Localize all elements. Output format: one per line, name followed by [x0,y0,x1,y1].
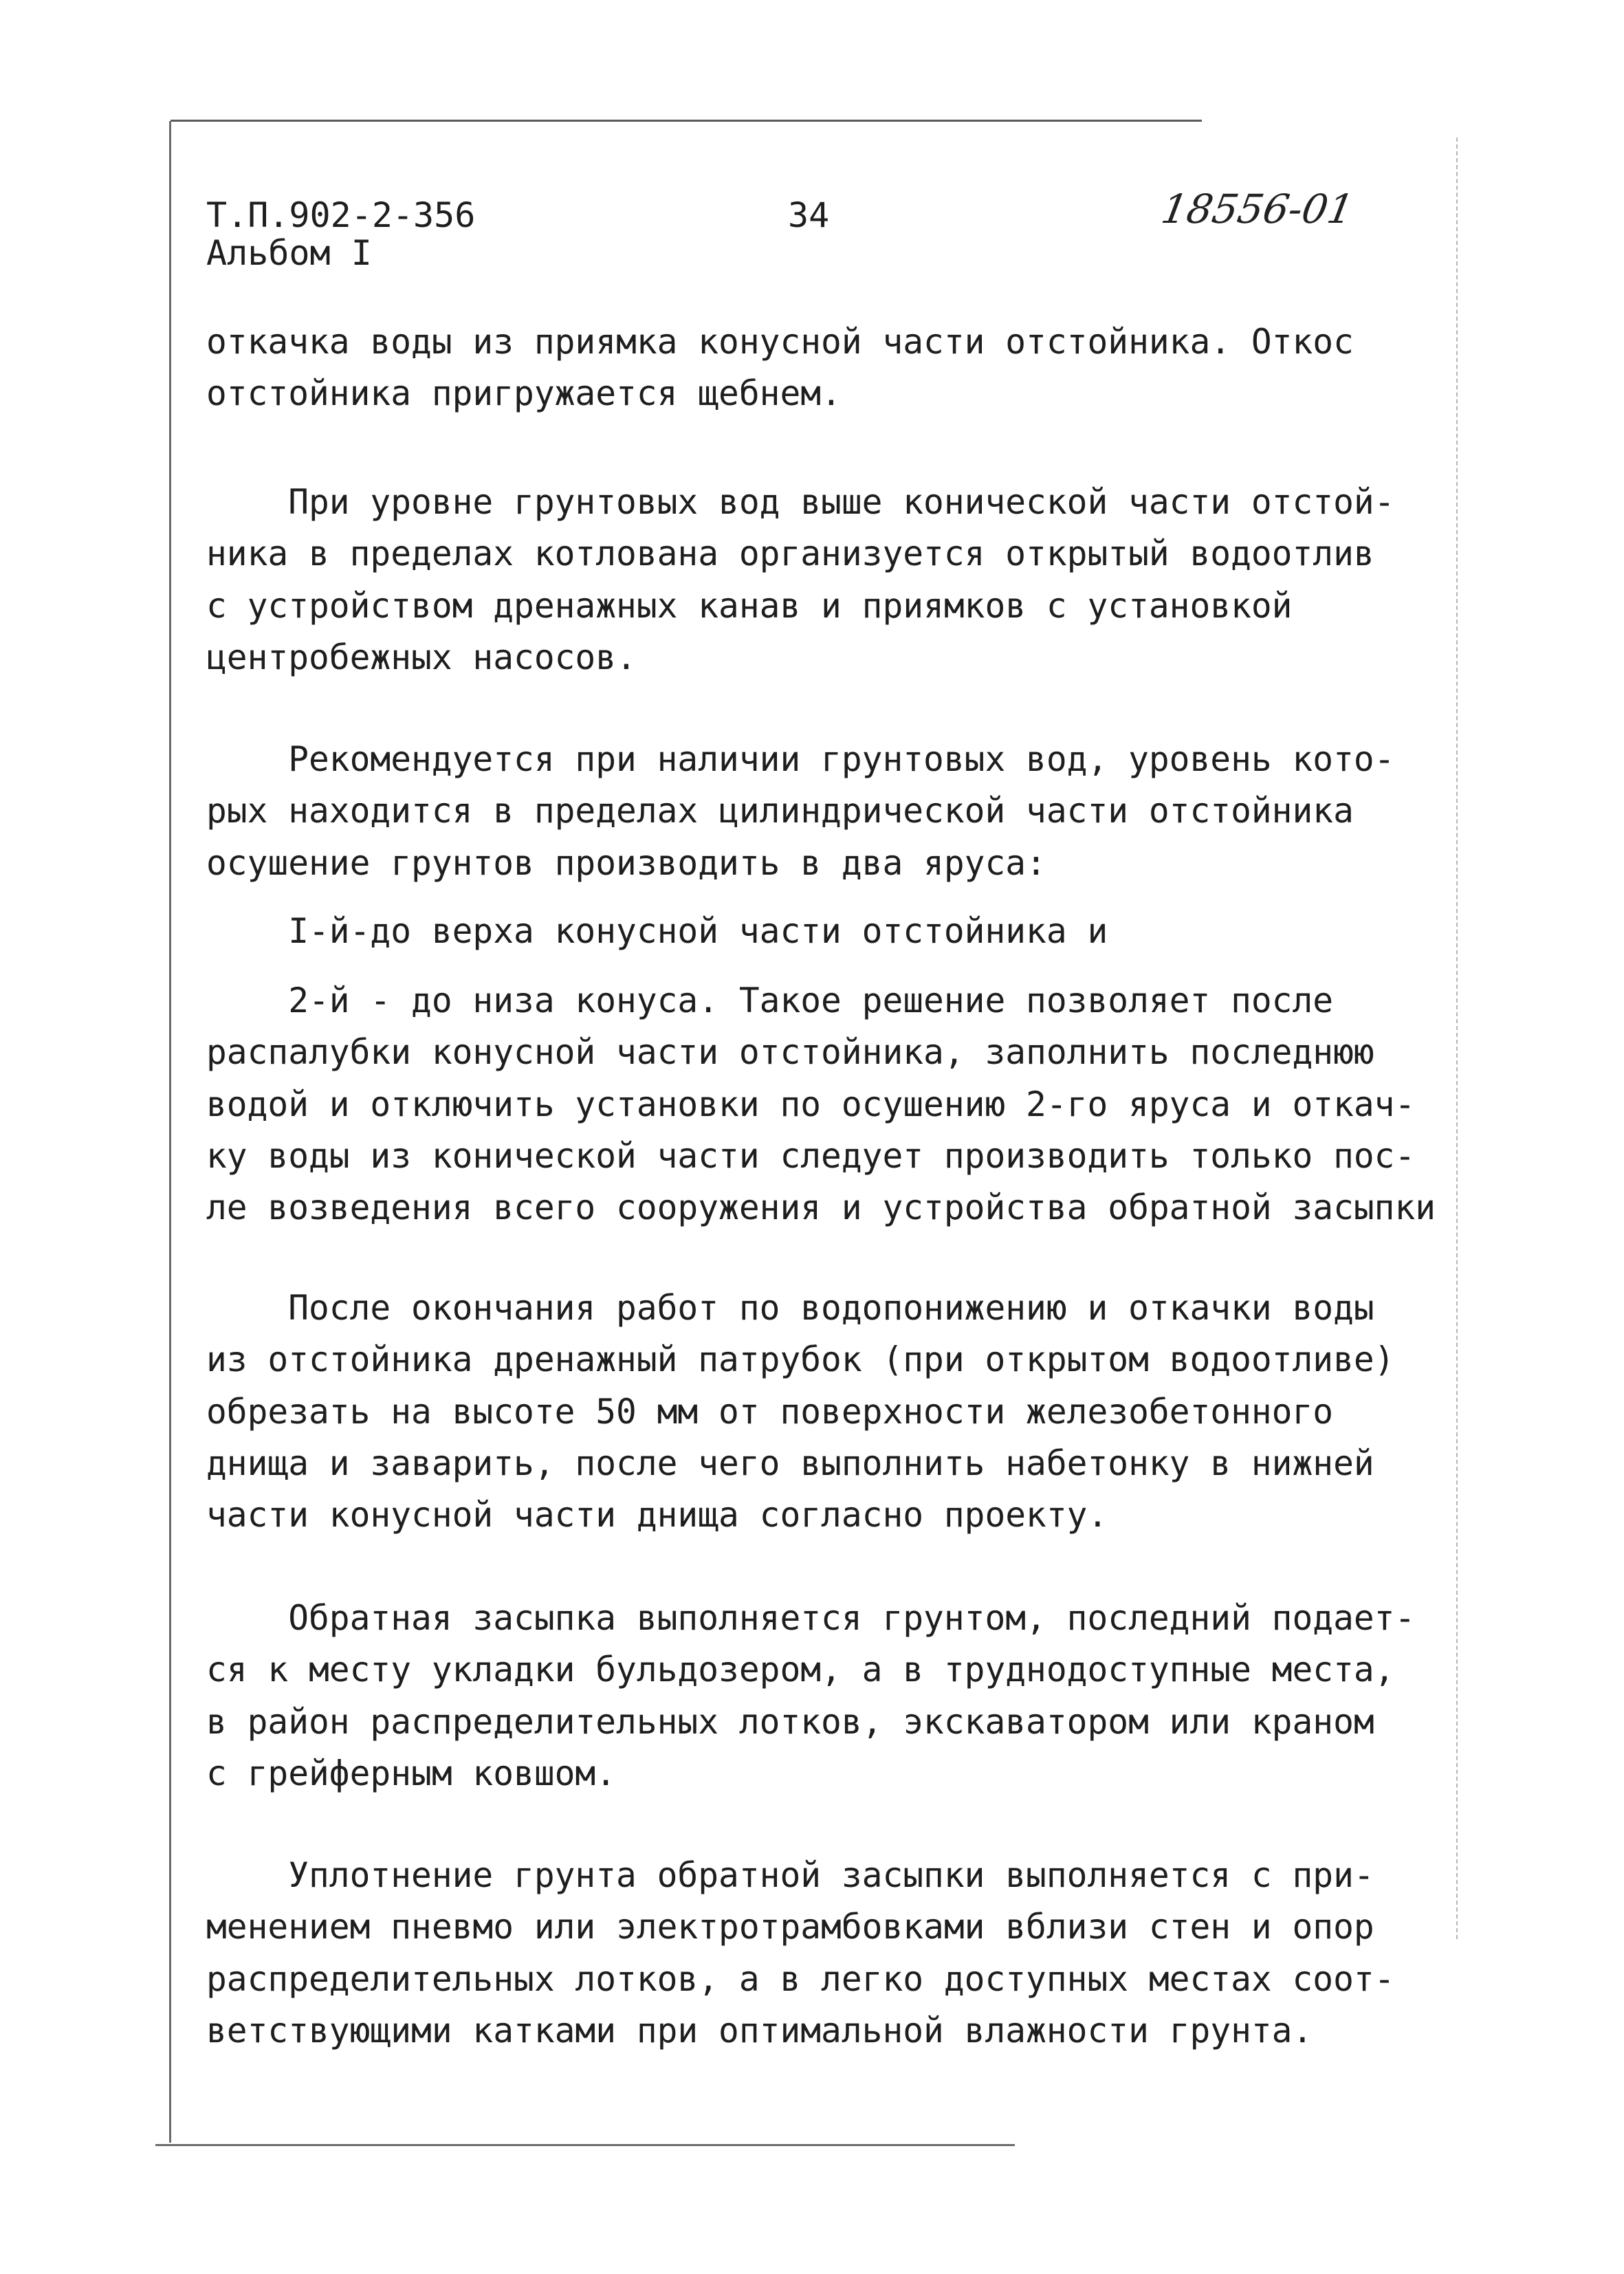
album-label: Альбом I [206,233,372,273]
document-designation: Т.П.902-2-356 [206,195,476,235]
text-line: с грейферным ковшом. [206,1753,617,1793]
text-line: днища и заварить, после чего выполнить набетонку в нижней [206,1443,1374,1483]
text-line: Уплотнение грунта обратной засыпки выполняется с при- [206,1855,1374,1895]
text-line: ветствующими катками при оптимальной влажности грунта. [206,2010,1313,2051]
text-line: из отстойника дренажный патрубок (при открытом водоотливе) [206,1340,1395,1380]
frame-bottom-border [155,2144,1015,2146]
paragraph-6 [206,1282,1499,1541]
text-line: ника в пределах котлована организуется открытый водоотлив [206,534,1374,574]
text-line: части конусной части днища согласно проекту. [206,1495,1108,1535]
text-line: центробежных насосов. [206,637,637,677]
text-line: в район распределительных лотков, экскаватором или краном [206,1701,1374,1742]
text-line: Рекомендуется при наличии грунтовых вод, уровень кото- [206,739,1395,779]
text-line: осушение грунтов производить в два яруса: [206,842,1046,883]
frame-top-border [171,120,1202,122]
text-line: распределительных лотков, а в легко доступных местах соот- [206,1958,1395,1999]
paragraph-2 [206,477,1499,684]
text-line: водой и отключить установки по осушению 2-го яруса и откач- [206,1084,1416,1124]
frame-left-border [169,121,171,2143]
text-line: ле возведения всего сооружения и устройства обратной засыпки [206,1188,1436,1228]
paragraph-3 [206,734,1499,889]
text-line: ся к месту укладки бульдозером, а в труднодоступные места, [206,1650,1395,1690]
paragraph-5 [206,975,1499,1234]
text-line: с устройством дренажных канав и приямков с установкой [206,585,1293,626]
text-line: обрезать на высоте 50 мм от поверхности железобетонного [206,1391,1334,1432]
paragraph-8 [206,1850,1499,2057]
handwritten-sheet-code: 18556-01 [1158,186,1357,232]
paragraph-4 [206,906,1499,957]
text-line: отстойника пригружается щебнем. [206,373,842,414]
text-line: распалубки конусной части отстойника, заполнить последнюю [206,1032,1374,1073]
text-line: 2-й - до низа конуса. Такое решение позволяет после [206,981,1334,1020]
text-line: После окончания работ по водопонижению и откачки воды [206,1288,1374,1328]
text-line: менением пневмо или электротрамбовками вблизи стен и опор [206,1907,1374,1947]
paragraph-7 [206,1593,1499,1800]
text-line: откачка воды из приямка конусной части отстойника. Откос [206,322,1354,362]
text-line: Обратная засыпка выполняется грунтом, последний подает- [206,1598,1416,1638]
paragraph-1 [206,316,1499,420]
text-line: При уровне грунтовых вод выше конической части отстой- [206,482,1395,522]
text-line: ку воды из конической части следует производить только пос- [206,1135,1416,1176]
text-line: I-й-до верха конусной части отстойника и [206,911,1108,951]
text-line: рых находится в пределах цилиндрической части отстойника [206,791,1354,831]
page-number: 34 [788,195,830,235]
